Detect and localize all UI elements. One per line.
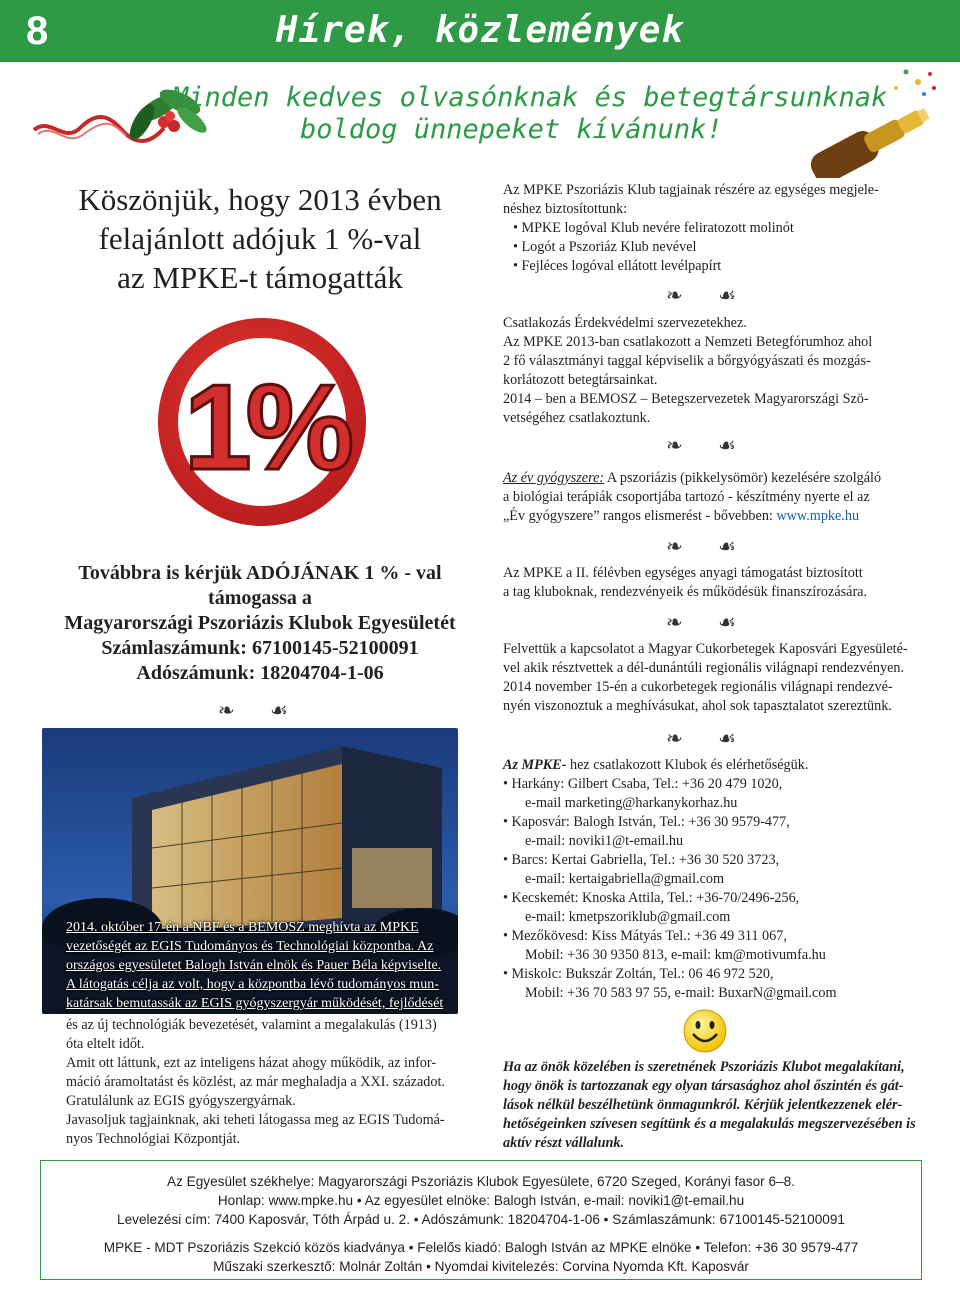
egis-caption-line-2: vezetőségét az EGIS Tudományos és Technológiai központba. Az: [66, 939, 434, 954]
membership-line-5: 2014 – ben a BEMOSZ – Betegszervezetek Magyarországi Szö-: [503, 391, 869, 407]
ornament-right-icon: ☙: [718, 283, 736, 307]
page-number: 8: [26, 9, 49, 53]
ornament-left-icon: ❧: [218, 698, 235, 722]
closing-line-5: aktív részt vállalunk.: [503, 1135, 624, 1151]
egis-body-line-4: máció áramoltatást és közlést, az már meghaladja a XXI. századot.: [66, 1074, 445, 1090]
egis-caption-line-3: országos egyesületet Balogh István elnök és Pauer Béla képviselte.: [66, 958, 442, 973]
membership-line-4: korlátozott betegtársainkat.: [503, 372, 658, 388]
diabetes-line-3: 2014 november 15-én a cukorbetegek regionális világnapi rendezvé-: [503, 679, 893, 695]
club-miskolc: • Miskolc: Bukszár Zoltán, Tel.: 06 46 972 520,: [503, 966, 774, 982]
smiley-icon: [682, 1008, 728, 1054]
club-harkany: • Harkány: Gilbert Csaba, Tel.: +36 20 479 1020,: [503, 776, 783, 792]
footer-credits: Műszaki szerkesztő: Molnár Zoltán • Nyomdai kivitelezés: Corvina Nyomda Kft. Kaposvár: [213, 1259, 749, 1274]
membership-line-2: Az MPKE 2013-ban csatlakozott a Nemzeti Betegfórumhoz ahol: [503, 334, 873, 350]
ornament-left-icon: ❧: [666, 433, 683, 457]
page-title: Hírek, közlemények: [275, 10, 685, 51]
drug-of-year-line-2: a biológiai terápiák csoportjába tartozó - készítmény nyerte el az: [503, 489, 870, 505]
clubs-heading: Az MPKE- hez csatlakozott Klubok és elérhetőségük.: [503, 757, 809, 773]
appeal-line-3: Magyarországi Pszoriázis Klubok Egyesületét: [64, 612, 456, 634]
footer-address: Az Egyesület székhelye: Magyarországi Pszoriázis Klubok Egyesülete, 6720 Szeged, Korányi fasor 6–8.: [167, 1174, 795, 1189]
club-barcs: • Barcs: Kertai Gabriella, Tel.: +36 30 520 3723,: [503, 852, 780, 868]
logo-intro-line-2: néshez biztosítottunk:: [503, 201, 628, 217]
logo-intro-line-1: Az MPKE Pszoriázis Klub tagjainak részére az egységes megjele-: [503, 182, 879, 198]
closing-line-2: hogy önök is tartozzanak egy olyan társasághoz ahol őszintén és gát-: [503, 1078, 904, 1094]
club-kaposvar: • Kaposvár: Balogh István, Tel.: +36 30 9579-477,: [503, 814, 790, 830]
club-harkany-email: e-mail marketing@harkanykorhaz.hu: [525, 795, 738, 811]
closing-line-4: hetőségeinken szívesen segítünk és a megalakulás megszervezésében is: [503, 1116, 916, 1132]
egis-body-line-2: óta eltelt időt.: [66, 1036, 145, 1052]
mpke-website-link[interactable]: www.mpke.hu: [776, 508, 860, 524]
drug-of-year-label: Az év gyógyszere:: [503, 470, 605, 486]
club-miskolc-contact: Mobil: +36 70 583 97 55, e-mail: BuxarN@gmail.com: [525, 985, 837, 1001]
egis-caption-line-1: 2014. október 17-én a NBF és a BEMOSZ meghívta az MPKE: [66, 920, 419, 935]
diabetes-line-4: nyén viszonoztuk a meghívásukat, ahol sok tapasztalatot szereztünk.: [503, 698, 892, 714]
thanks-line-2: felajánlott adójuk 1 %-val: [98, 221, 422, 256]
ornament-right-icon: ☙: [718, 726, 736, 750]
club-mezokovesd-contact: Mobil: +36 30 9350 813, e-mail: km@motivumfa.hu: [525, 947, 826, 963]
club-kaposvar-email: e-mail: noviki1@t-email.hu: [525, 833, 684, 849]
egis-caption-line-5: katársak bemutassák az EGIS gyógyszergyár működését, fejlődését: [66, 996, 444, 1011]
footer-website: Honlap: www.mpke.hu • Az egyesület elnöke: Balogh István, e-mail: noviki1@t-email.hu: [217, 1193, 745, 1208]
egis-body-line-5: Gratulálunk az EGIS gyógyszergyárnak.: [66, 1093, 296, 1109]
greeting-line-1: Minden kedves olvasónknak és betegtársunknak: [172, 82, 888, 113]
egis-body-line-3: Amit ott láttunk, ezt az inteligens házat ahogy működik, az infor-: [66, 1055, 437, 1071]
appeal-line-1: Továbbra is kérjük ADÓJÁNAK 1 % - val: [78, 562, 442, 584]
champagne-bottle-decoration: [800, 60, 940, 178]
membership-line-3: 2 fő választmányi taggal képviselik a bőrgyógyászati és mozgás-: [503, 353, 871, 369]
one-percent-logo: [150, 294, 380, 544]
footer-publisher: MPKE - MDT Pszoriázis Szekció közös kiadványa • Felelős kiadó: Balogh István az MPKE elnöke • Telefon: +36 30 9579-477: [103, 1240, 859, 1255]
ornament-right-icon: ☙: [718, 610, 736, 634]
ornament-right-icon: ☙: [718, 433, 736, 457]
closing-line-1: Ha az önök közelében is szeretnének Pszoriázis Klubot megalakítani,: [503, 1059, 905, 1075]
egis-body-line-6: Javasoljuk tagjainknak, aki teheti látogassa meg az EGIS Tudomá-: [66, 1112, 445, 1128]
ornament-right-icon: ☙: [270, 698, 288, 722]
funding-line-2: a tag kluboknak, rendezvényeik és működésük finanszírozására.: [503, 584, 868, 600]
membership-line-6: vetségéhez csatlakoztunk.: [503, 410, 651, 426]
ornament-left-icon: ❧: [666, 726, 683, 750]
thanks-line-1: Köszönjük, hogy 2013 évben: [78, 182, 442, 217]
club-kecskemet: • Kecskemét: Knoska Attila, Tel.: +36-70/2496-256,: [503, 890, 800, 906]
drug-of-year-line-3: „Év gyógyszere” rangos elismerést - bővebben: www.mpke.hu: [503, 508, 860, 524]
thanks-line-3: az MPKE-t támogatták: [117, 260, 403, 295]
ornament-right-icon: ☙: [718, 534, 736, 558]
club-barcs-email: e-mail: kertaigabriella@gmail.com: [525, 871, 724, 887]
closing-line-3: lások nélkül beszélhetünk önmagunkról. Kérjük jelentkezzenek elér-: [503, 1097, 903, 1113]
appeal-tax-number: Adószámunk: 18204704-1-06: [136, 662, 384, 684]
membership-line-1: Csatlakozás Érdekvédelmi szervezetekhez.: [503, 315, 747, 331]
egis-body-line-1: és az új technológiák bevezetését, valamint a megalakulás (1913): [66, 1017, 437, 1033]
diabetes-line-2: vel akik résztvettek a dél-dunántúli regionális világnapi rendezvényen.: [503, 660, 905, 676]
funding-line-1: Az MPKE a II. félévben egységes anyagi támogatást biztosított: [503, 565, 863, 581]
greeting-line-2: boldog ünnepeket kívánunk!: [300, 114, 723, 145]
egis-caption-line-4: A látogatás célja az volt, hogy a központba lévő tudományos mun-: [66, 977, 439, 992]
logo-item-banner: • MPKE logóval Klub nevére feliratozott molinót: [513, 220, 794, 236]
drug-of-year-line-1: Az év gyógyszere: A pszoriázis (pikkelysömör) kezelésére szolgáló: [503, 470, 882, 486]
logo-item-logo: • Logót a Pszoriáz Klub nevével: [513, 239, 697, 255]
footer-mailing: Levelezési cím: 7400 Kaposvár, Tóth Árpád u. 2. • Adószámunk: 18204704-1-06 • Számlaszámunk: 67100145-52100091: [117, 1212, 845, 1227]
appeal-line-2: támogassa a: [208, 587, 312, 609]
ornament-left-icon: ❧: [666, 283, 683, 307]
diabetes-line-1: Felvettük a kapcsolatot a Magyar Cukorbetegek Kaposvári Egyesületé-: [503, 641, 908, 657]
appeal-account-number: Számlaszámunk: 67100145-52100091: [101, 637, 419, 659]
ornament-left-icon: ❧: [666, 534, 683, 558]
egis-body-line-7: nyos Technológiai Központját.: [66, 1131, 241, 1147]
percent-text: 1%: [183, 359, 349, 495]
logo-item-letterhead: • Fejléces logóval ellátott levélpapírt: [513, 258, 722, 274]
club-kecskemet-email: e-mail: kmetpszoriklub@gmail.com: [525, 909, 731, 925]
club-mezokovesd: • Mezőkövesd: Kiss Mátyás Tel.: +36 49 311 067,: [503, 928, 787, 944]
ornament-left-icon: ❧: [666, 610, 683, 634]
